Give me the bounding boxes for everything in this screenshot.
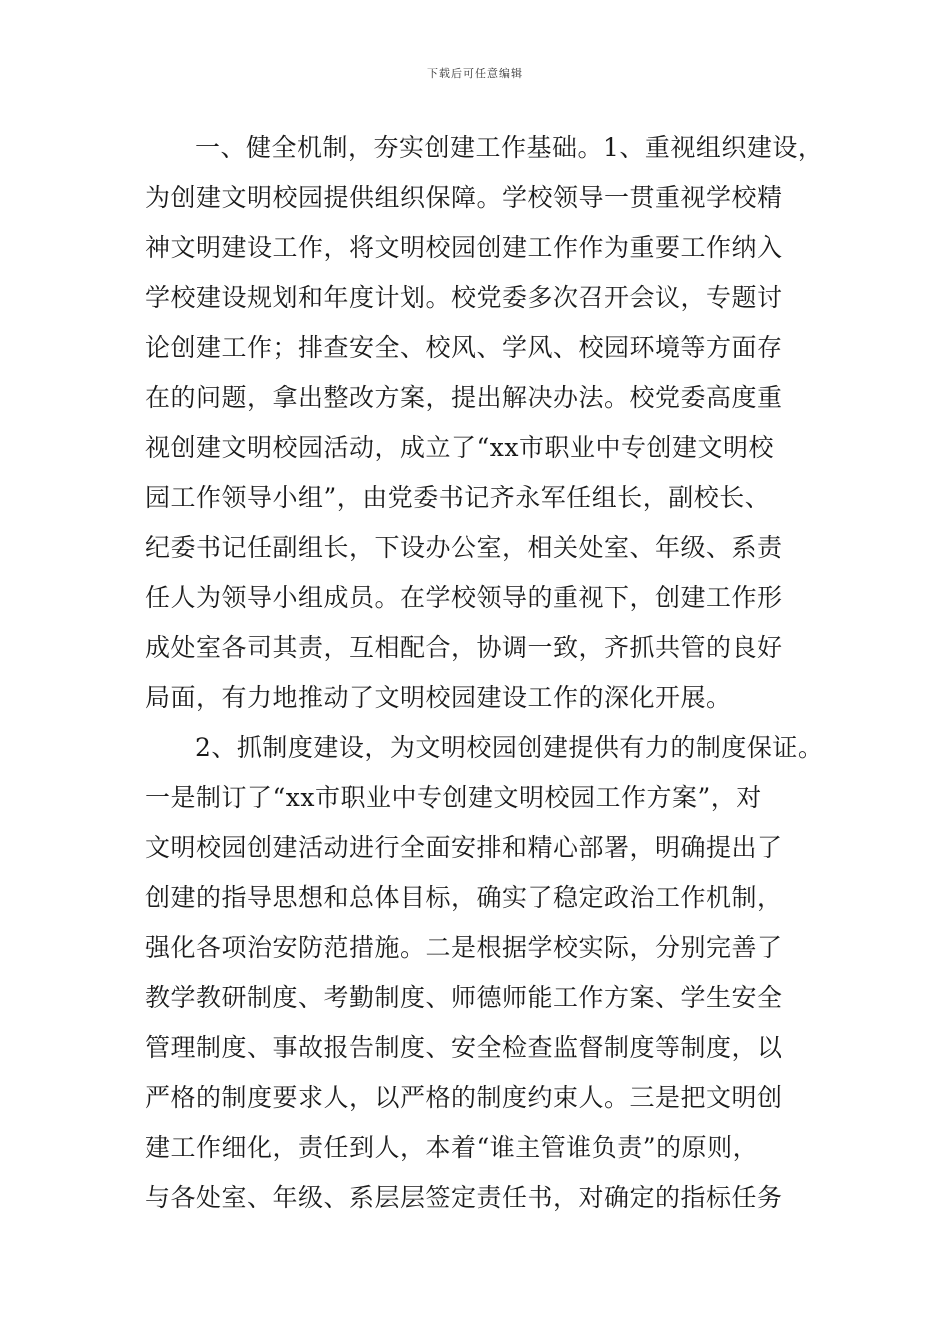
paragraph-1-line-12: 局面，有力地推动了文明校园建设工作的深化开展。 xyxy=(145,683,732,712)
paragraph-1-line-11: 成处室各司其责，互相配合，协调一致，齐抓共管的良好 xyxy=(145,633,783,662)
paragraph-1-line-6: 在的问题，拿出整改方案，提出解决办法。校党委高度重 xyxy=(145,383,783,412)
paragraph-1-line-1: 一、健全机制，夯实创建工作基础。1、重视组织建设， xyxy=(195,133,824,162)
paragraph-2-line-10: 与各处室、年级、系层层签定责任书，对确定的指标任务 xyxy=(145,1183,783,1212)
paragraph-2-line-7: 管理制度、事故报告制度、安全检查监督制度等制度，以 xyxy=(145,1033,783,1062)
paragraph-2-line-6: 教学教研制度、考勤制度、师德师能工作方案、学生安全 xyxy=(145,983,783,1012)
paragraph-1-line-9: 纪委书记任副组长，下设办公室，相关处室、年级、系责 xyxy=(145,533,783,562)
paragraph-1-line-10: 任人为领导小组成员。在学校领导的重视下，创建工作形 xyxy=(145,583,783,612)
paragraph-2-line-3: 文明校园创建活动进行全面安排和精心部署，明确提出了 xyxy=(145,833,783,862)
paragraph-1-line-2: 为创建文明校园提供组织保障。学校领导一贯重视学校精 xyxy=(145,183,783,212)
paragraph-2-line-5: 强化各项治安防范措施。二是根据学校实际，分别完善了 xyxy=(145,933,783,962)
document-body xyxy=(145,123,825,1223)
paragraph-1-line-3: 神文明建设工作，将文明校园创建工作作为重要工作纳入 xyxy=(145,233,783,262)
paragraph-2-line-8: 严格的制度要求人，以严格的制度约束人。三是把文明创 xyxy=(145,1083,783,1112)
paragraph-2-line-9: 建工作细化，责任到人，本着“谁主管谁负责”的原则， xyxy=(145,1133,759,1162)
paragraph-2-line-1: 2、抓制度建设，为文明校园创建提供有力的制度保证。 xyxy=(195,733,824,762)
paragraph-1-line-4: 学校建设规划和年度计划。校党委多次召开会议，专题讨 xyxy=(145,283,783,312)
paragraph-2-line-2: 一是制订了“xx市职业中专创建文明校园工作方案”，对 xyxy=(145,783,762,812)
paragraph-1-line-7: 视创建文明校园活动，成立了“xx市职业中专创建文明校 xyxy=(145,433,774,462)
page-header-note: 下载后可任意编辑 xyxy=(427,67,523,80)
paragraph-1-line-8: 园工作领导小组”，由党委书记齐永军任组长，副校长、 xyxy=(145,483,771,512)
paragraph-2-line-4: 创建的指导思想和总体目标，确实了稳定政治工作机制， xyxy=(145,883,783,912)
paragraph-1-line-5: 论创建工作；排查安全、校风、学风、校园环境等方面存 xyxy=(145,333,783,362)
